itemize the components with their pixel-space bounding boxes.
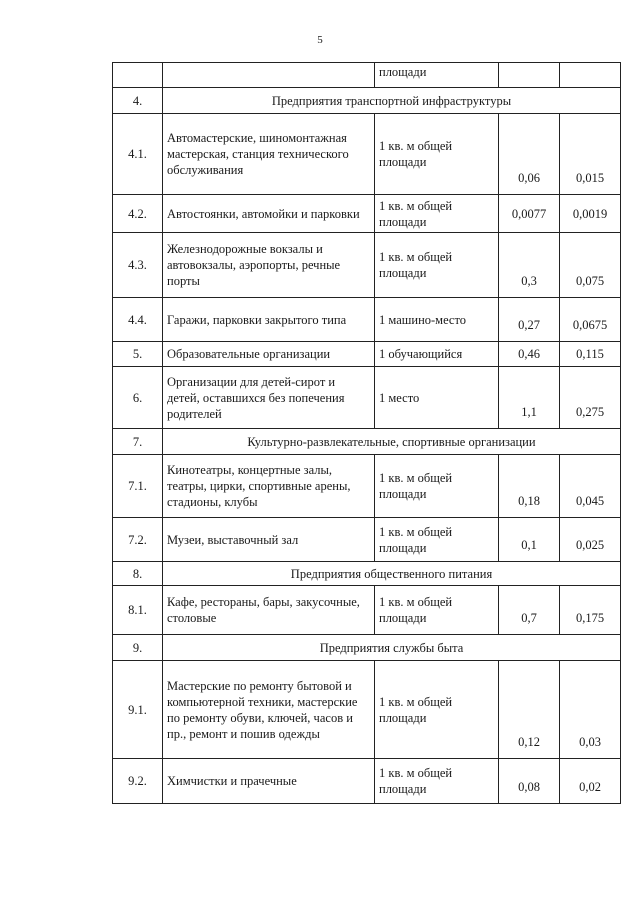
table-row xyxy=(113,298,621,342)
row-value-1: 0,0077 xyxy=(499,195,560,233)
section-row xyxy=(113,88,621,114)
row-value-2: 0,025 xyxy=(560,518,621,562)
row-number: 7.2. xyxy=(113,518,163,562)
section-title: Предприятия службы быта xyxy=(163,635,621,661)
row-number: 4.2. xyxy=(113,195,163,233)
row-value-2: 0,075 xyxy=(560,233,621,298)
norms-table xyxy=(112,62,621,804)
row-unit: 1 кв. м общей площади xyxy=(375,586,499,635)
row-value-1: 0,7 xyxy=(499,586,560,635)
section-row xyxy=(113,429,621,455)
row-unit: 1 кв. м общей площади xyxy=(375,518,499,562)
row-name: Образовательные организации xyxy=(163,342,375,367)
row-value-1: 0,1 xyxy=(499,518,560,562)
row-number xyxy=(113,63,163,88)
row-value-1: 0,06 xyxy=(499,114,560,195)
row-value-2: 0,0019 xyxy=(560,195,621,233)
row-unit: 1 кв. м общей площади xyxy=(375,661,499,759)
table-row xyxy=(113,586,621,635)
row-unit: 1 обучающийся xyxy=(375,342,499,367)
row-value-2: 0,03 xyxy=(560,661,621,759)
row-unit: площади xyxy=(375,63,499,88)
page-number: 5 xyxy=(317,34,323,46)
row-value-1: 0,3 xyxy=(499,233,560,298)
row-number: 7. xyxy=(113,429,163,455)
section-row xyxy=(113,562,621,586)
row-value-2: 0,045 xyxy=(560,455,621,518)
row-name: Железнодорожные вокзалы и автовокзалы, аэропорты, речные порты xyxy=(163,233,375,298)
row-name xyxy=(163,63,375,88)
row-unit: 1 кв. м общей площади xyxy=(375,455,499,518)
row-name: Музеи, выставочный зал xyxy=(163,518,375,562)
row-value-2: 0,175 xyxy=(560,586,621,635)
row-number: 4.4. xyxy=(113,298,163,342)
row-value-1: 1,1 xyxy=(499,367,560,429)
row-name: Автомастерские, шиномонтажная мастерская, станция технического обслуживания xyxy=(163,114,375,195)
row-name: Кинотеатры, концертные залы, театры, цирки, спортивные арены, стадионы, клубы xyxy=(163,455,375,518)
row-number: 9.2. xyxy=(113,759,163,804)
table-row xyxy=(113,195,621,233)
row-value-2: 0,275 xyxy=(560,367,621,429)
section-row xyxy=(113,635,621,661)
row-value-2: 0,0675 xyxy=(560,298,621,342)
row-number: 9. xyxy=(113,635,163,661)
row-name: Кафе, рестораны, бары, закусочные, столовые xyxy=(163,586,375,635)
row-value-2: 0,115 xyxy=(560,342,621,367)
row-name: Гаражи, парковки закрытого типа xyxy=(163,298,375,342)
row-unit: 1 кв. м общей площади xyxy=(375,233,499,298)
row-number: 8. xyxy=(113,562,163,586)
table-row xyxy=(113,63,621,88)
row-unit: 1 кв. м общей площади xyxy=(375,114,499,195)
table-row xyxy=(113,114,621,195)
row-value-1: 0,27 xyxy=(499,298,560,342)
row-name: Автостоянки, автомойки и парковки xyxy=(163,195,375,233)
row-unit: 1 кв. м общей площади xyxy=(375,195,499,233)
table-row xyxy=(113,342,621,367)
section-title: Культурно-развлекательные, спортивные организации xyxy=(163,429,621,455)
row-value-2: 0,015 xyxy=(560,114,621,195)
row-number: 4.1. xyxy=(113,114,163,195)
table-row xyxy=(113,661,621,759)
row-number: 9.1. xyxy=(113,661,163,759)
row-value-1 xyxy=(499,63,560,88)
table-row xyxy=(113,233,621,298)
section-title: Предприятия транспортной инфраструктуры xyxy=(163,88,621,114)
row-name: Химчистки и прачечные xyxy=(163,759,375,804)
table-row xyxy=(113,759,621,804)
row-name: Мастерские по ремонту бытовой и компьютерной техники, мастерские по ремонту обуви, ключей, часов и пр., ремонт и пошив одежды xyxy=(163,661,375,759)
row-number: 5. xyxy=(113,342,163,367)
row-number: 4. xyxy=(113,88,163,114)
row-value-1: 0,18 xyxy=(499,455,560,518)
row-unit: 1 машино-место xyxy=(375,298,499,342)
row-name: Организации для детей-сирот и детей, оставшихся без попечения родителей xyxy=(163,367,375,429)
row-value-2: 0,02 xyxy=(560,759,621,804)
row-number: 8.1. xyxy=(113,586,163,635)
row-value-1: 0,12 xyxy=(499,661,560,759)
section-title: Предприятия общественного питания xyxy=(163,562,621,586)
row-value-1: 0,08 xyxy=(499,759,560,804)
table-row xyxy=(113,367,621,429)
row-value-2 xyxy=(560,63,621,88)
row-number: 4.3. xyxy=(113,233,163,298)
row-number: 6. xyxy=(113,367,163,429)
row-unit: 1 кв. м общей площади xyxy=(375,759,499,804)
row-value-1: 0,46 xyxy=(499,342,560,367)
row-unit: 1 место xyxy=(375,367,499,429)
table-row xyxy=(113,518,621,562)
table-row xyxy=(113,455,621,518)
table-body xyxy=(113,63,621,804)
row-number: 7.1. xyxy=(113,455,163,518)
